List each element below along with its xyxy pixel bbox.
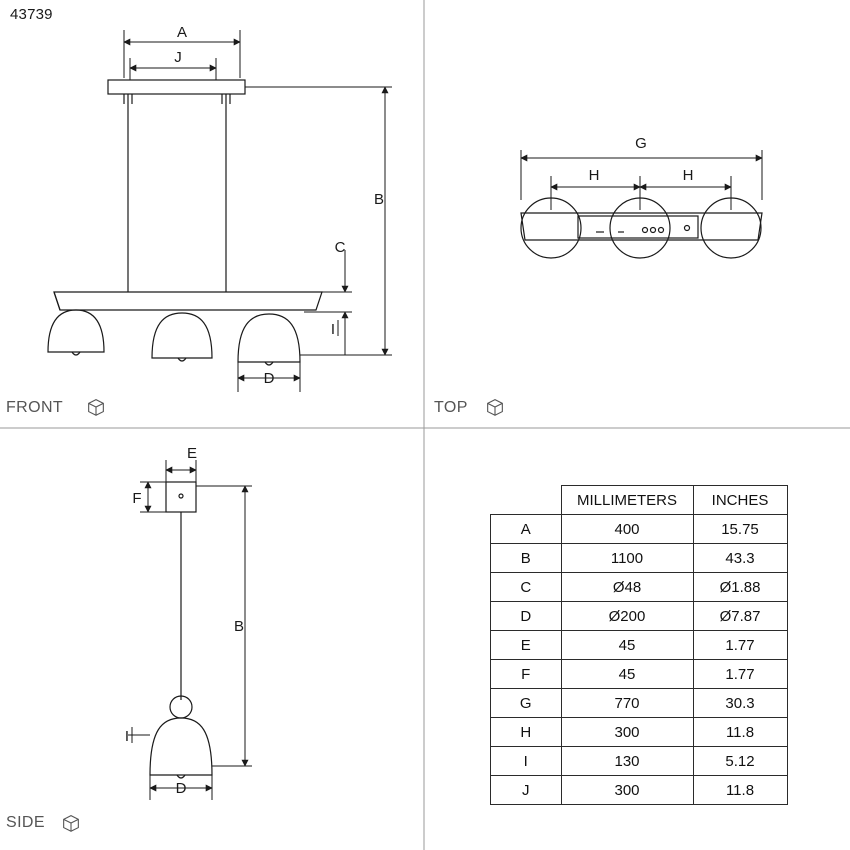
front-dim-C: C — [334, 239, 346, 256]
table-cell-mm: Ø48 — [561, 573, 693, 602]
side-dim-E: E — [186, 445, 198, 462]
front-view-drawing — [48, 80, 322, 365]
side-view-label: SIDE — [6, 814, 45, 831]
front-dim-J: J — [174, 49, 182, 66]
front-view-labels — [174, 24, 384, 387]
table-header-millimeters: MILLIMETERS — [561, 486, 693, 515]
front-dim-B: B — [373, 191, 385, 208]
table-row — [491, 631, 788, 660]
front-view-label: FRONT — [6, 399, 64, 416]
part-number: 43739 — [10, 6, 53, 23]
front-dim-A: A — [176, 24, 188, 41]
side-dim-F: F — [132, 490, 142, 507]
table-row — [491, 544, 788, 573]
table-row — [491, 515, 788, 544]
table-cell-mm: 1100 — [561, 544, 693, 573]
table-cell-in: Ø1.88 — [693, 573, 787, 602]
table-row — [491, 660, 788, 689]
top-dim-H-left: H — [588, 167, 600, 184]
table-cell-key: F — [491, 660, 562, 689]
front-dim-D: D — [263, 370, 275, 387]
table-cell-mm: 770 — [561, 689, 693, 718]
table-cell-in: 11.8 — [693, 776, 787, 805]
dimension-table — [490, 485, 788, 805]
table-cell-key: J — [491, 776, 562, 805]
top-view-label: TOP — [434, 399, 468, 416]
cube-icon — [60, 812, 82, 834]
cube-icon — [484, 396, 506, 418]
table-header-blank — [491, 486, 562, 515]
table-cell-mm: 300 — [561, 718, 693, 747]
table-row — [491, 689, 788, 718]
side-view-drawing — [150, 482, 212, 778]
table-row — [491, 747, 788, 776]
table-cell-key: G — [491, 689, 562, 718]
table-cell-in: 5.12 — [693, 747, 787, 776]
table-cell-in: 1.77 — [693, 660, 787, 689]
table-cell-in: 15.75 — [693, 515, 787, 544]
table-cell-mm: 400 — [561, 515, 693, 544]
table-row — [491, 718, 788, 747]
table-cell-in: 1.77 — [693, 631, 787, 660]
table-cell-in: 11.8 — [693, 718, 787, 747]
side-dim-I: I — [124, 728, 130, 745]
top-view-drawing — [521, 198, 762, 258]
table-row — [491, 776, 788, 805]
table-cell-in: Ø7.87 — [693, 602, 787, 631]
table-cell-in: 43.3 — [693, 544, 787, 573]
table-cell-mm: Ø200 — [561, 602, 693, 631]
table-cell-mm: 130 — [561, 747, 693, 776]
top-dim-G: G — [635, 135, 647, 152]
cube-icon — [85, 396, 107, 418]
table-cell-mm: 45 — [561, 660, 693, 689]
table-cell-mm: 300 — [561, 776, 693, 805]
table-cell-mm: 45 — [561, 631, 693, 660]
table-cell-key: C — [491, 573, 562, 602]
table-cell-key: B — [491, 544, 562, 573]
table-cell-key: I — [491, 747, 562, 776]
table-cell-in: 30.3 — [693, 689, 787, 718]
table-header-inches: INCHES — [693, 486, 787, 515]
table-row — [491, 573, 788, 602]
top-dim-H-right: H — [682, 167, 694, 184]
table-header-row — [491, 486, 788, 515]
table-cell-key: D — [491, 602, 562, 631]
side-dim-B: B — [233, 618, 245, 635]
top-view-dimensions — [521, 150, 762, 210]
table-cell-key: E — [491, 631, 562, 660]
top-view-labels — [589, 135, 694, 184]
table-cell-key: A — [491, 515, 562, 544]
table-cell-key: H — [491, 718, 562, 747]
side-view-labels — [125, 445, 244, 797]
front-view-dimensions — [124, 30, 392, 392]
front-dim-I: I — [330, 321, 336, 338]
table-row — [491, 602, 788, 631]
side-dim-D: D — [175, 780, 187, 797]
